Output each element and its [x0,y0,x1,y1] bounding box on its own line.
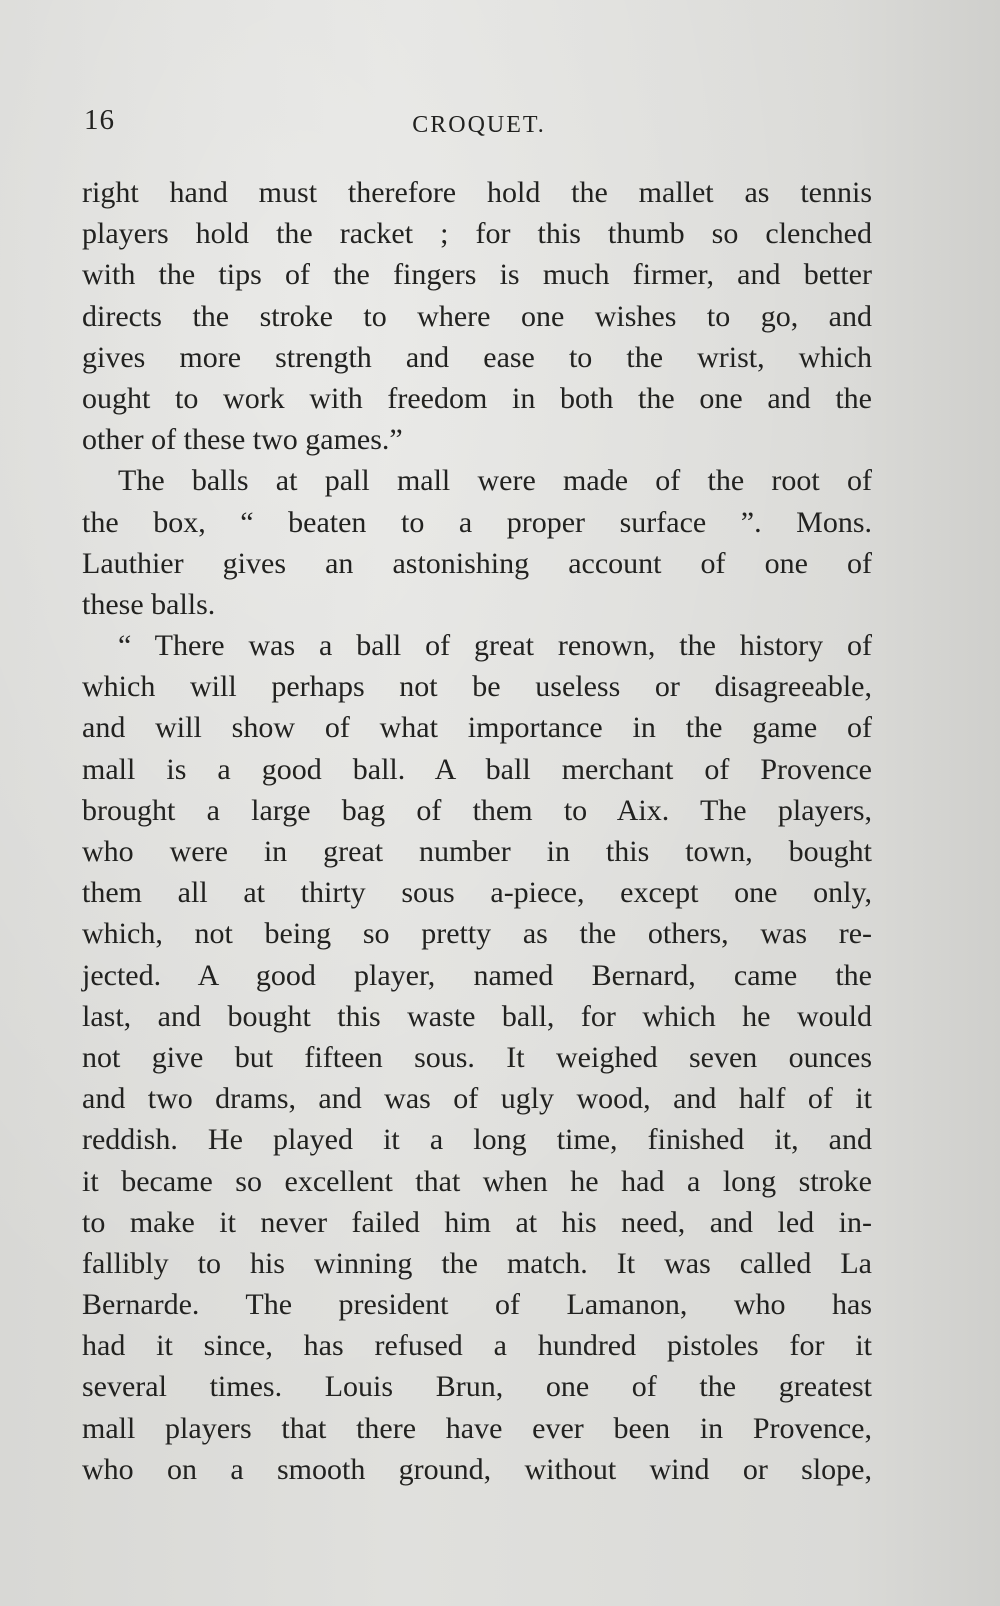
text-line: with the tips of the fingers is much firmer, and better [82,258,872,292]
text-line: reddish. He played it a long time, finished it, and [82,1123,872,1157]
text-line: mall players that there have ever been in Provence, [82,1411,872,1445]
text-line: ought to work with freedom in both the one and the [82,381,872,415]
text-line: who on a smooth ground, without wind or slope, [82,1452,872,1486]
text-line: to make it never failed him at his need, and led in- [82,1205,872,1239]
text-line: gives more strength and ease to the wrist, which [82,340,872,374]
text-line: right hand must therefore hold the mallet as tennis [82,176,872,209]
text-line: last, and bought this waste ball, for which he would [82,999,872,1033]
text-line: mall is a good ball. A ball merchant of Provence [82,752,872,786]
text-line: jected. A good player, named Bernard, came the [82,958,872,992]
text-line: it became so excellent that when he had a long stroke [82,1164,872,1198]
text-line: them all at thirty sous a-piece, except one only, [82,876,872,910]
text-line: other of these two games.” [82,423,403,457]
text-line: and will show of what importance in the game of [82,711,872,745]
text-line: the box, “ beaten to a proper surface ”. Mons. [82,505,872,539]
text-line: Lauthier gives an astonishing account of one of [82,546,872,580]
running-head [84,104,874,144]
text-line: brought a large bag of them to Aix. The players, [82,793,872,827]
running-title: CROQUET. [412,112,546,138]
text-line: not give but fifteen sous. It weighed seven ounces [82,1040,872,1074]
text-line: which will perhaps not be useless or disagreeable, [82,670,872,704]
text-line: had it since, has refused a hundred pistoles for it [82,1329,872,1363]
text-line: Bernarde. The president of Lamanon, who has [82,1288,872,1322]
text-line: players hold the racket ; for this thumb so clenched [82,217,872,251]
text-line: and two drams, and was of ugly wood, and half of it [82,1082,872,1116]
page-number: 16 [84,104,115,136]
text-line: fallibly to his winning the match. It was called La [82,1246,872,1280]
text-line: directs the stroke to where one wishes to go, and [82,299,872,333]
text-line: who were in great number in this town, bought [82,835,872,868]
body-text [82,172,872,1490]
text-line: “ There was a ball of great renown, the history of [118,629,872,663]
text-line: which, not being so pretty as the others, was re- [82,917,872,951]
text-line: The balls at pall mall were made of the root of [118,464,872,498]
text-line: several times. Louis Brun, one of the greatest [82,1370,872,1404]
text-line: these balls. [82,587,216,621]
